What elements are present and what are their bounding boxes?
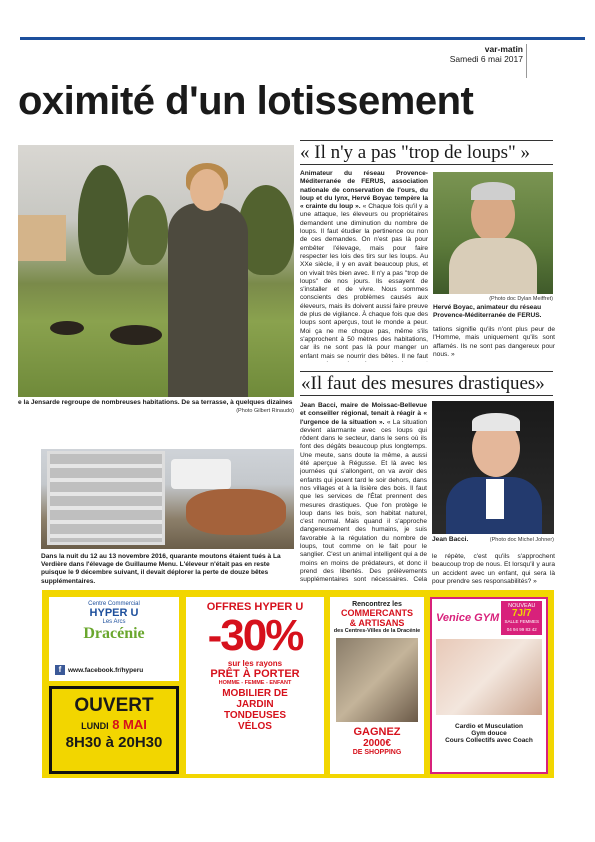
photo2-caption: Dans la nuit du 12 au 13 novembre 2016, quarante moutons étaient tués à La Verdière dans l'élevage de Guillaume Menu. L'éleveur n'était pas en reste puisque le 9 décembre suivant, il devait déplorer la perte de douze bêtes supplémentaires. — [41, 553, 281, 585]
gym-hours: 7J/7 — [512, 608, 532, 619]
page-headline: oximité d'un lotissement — [18, 79, 474, 123]
gym-photo — [436, 639, 542, 715]
hair-shape — [471, 182, 515, 200]
facebook-link[interactable] — [55, 665, 143, 675]
sheep-carcass — [110, 325, 162, 345]
commercants-line4: des Centres-Villes de la Dracénie — [333, 628, 421, 634]
hyperu-brand: HYPER U — [89, 607, 139, 619]
facebook-url: www.facebook.fr/hyperu — [68, 666, 144, 674]
category-tondeuses: TONDEUSES — [223, 710, 287, 721]
gym-brand: Venice GYM — [436, 612, 500, 624]
section2-lead: Jean Bacci, maire de Moissac-Bellevue et conseiller régional, tenait à réagir à « l'urgence de la situation ». — [300, 402, 427, 426]
section1-photo-credit: (Photo doc Dylan Meiffret) — [489, 296, 553, 302]
section2-photo-credit: (Photo doc Michel Johner) — [489, 537, 554, 543]
top-rule — [20, 37, 585, 40]
commercants-line2: COMMERCANTS — [341, 608, 413, 618]
tree-shape — [78, 165, 128, 275]
open-date: 8 MAI — [112, 717, 147, 732]
commercants-line1: Rencontrez les — [352, 601, 402, 608]
gym-line2: Gym douce — [471, 730, 507, 737]
photo1-caption: e la Jensarde regroupe de nombreuses habitations. De sa terrasse, à quelques dizaines — [18, 399, 293, 406]
opening-hours-ad[interactable] — [49, 686, 179, 774]
trailer-gate — [47, 451, 165, 545]
gagnez-label: GAGNEZ — [353, 726, 401, 738]
jean-bacci-photo — [432, 401, 554, 534]
hyperu-logo-ad[interactable] — [49, 597, 179, 681]
commercants-line3: & ARTISANS — [349, 618, 405, 628]
trailer-sheep-photo — [41, 449, 294, 549]
masthead — [450, 44, 523, 64]
gym-line1: Cardio et Musculation — [455, 723, 523, 730]
section2-rule-bottom — [300, 395, 553, 396]
section1-rule-bottom — [300, 164, 553, 165]
hair-shape — [472, 413, 520, 431]
tree-shape — [128, 195, 168, 265]
section2-title: «Il faut des mesures drastiques» — [301, 373, 545, 394]
woman-field-photo — [18, 145, 294, 397]
commercants-ad[interactable] — [330, 597, 424, 774]
dead-sheep-pile — [186, 489, 286, 535]
category-pret-a-porter-sub: HOMME - FEMME - ENFANT — [218, 680, 292, 686]
section2-text: « La situation devient alarmante avec ces loups qui rôdent dans le secteur, dans le sens où ils font des dégâts beaucoup plus longtemps. Une meute, sans doute la même, a aussi été aperçue à Régusse. Et là avec les journées qui s'allongent, on va avoir des enfants qui jouent tard le soir dehors, dans nos villages et à la lisière des bois. Il faut que les services de l'État prennent des mesures drastiques. Que l'on protège le loup dans les bois, son habitat naturel, c'est normal. Mais quand il s'approche dangereusement des humains, je suis favorable à la régulation du nombre de loups, tout comme on le fait pour le sanglier. C'est un animal intelligent qui a de moins en moins de prédateurs, et donc il prend des libertés. Des prélèvements supplémentaires sont nécessaires. Cela — [300, 418, 427, 584]
masthead-divider — [526, 44, 527, 78]
open-hours: 8H30 à 20H30 — [65, 734, 163, 751]
section2-body — [300, 402, 427, 584]
section1-title: « Il n'y a pas "trop de loups" » — [300, 142, 531, 163]
category-mobilier: MOBILIER DE JARDIN — [222, 688, 288, 710]
discount-percent: -30% — [207, 611, 303, 660]
hyperu-location: Les Arcs — [102, 619, 126, 625]
facebook-icon: f — [55, 665, 65, 675]
shirt-shape — [486, 479, 504, 519]
section2-rule — [300, 371, 553, 372]
shopping-label: DE SHOPPING — [352, 749, 402, 756]
sheep-carcass — [50, 321, 84, 335]
house-shape — [18, 215, 66, 261]
shirt-shape — [449, 238, 537, 294]
woman-figure — [168, 203, 248, 397]
herve-boyac-photo — [433, 172, 553, 294]
category-pret-a-porter: PRÊT À PORTER — [210, 668, 300, 680]
discount-on-label: sur les rayons — [227, 659, 283, 668]
gym-phone: 04 94 99 83 42 — [506, 627, 537, 632]
open-label: OUVERT — [74, 695, 154, 716]
issue-date: Samedi 6 mai 2017 — [449, 54, 523, 64]
hyperu-centre-label: Centre Commercial — [88, 601, 140, 607]
offres-title: OFFRES HYPER U — [206, 601, 304, 613]
section1-lead: Animateur du réseau Provence-Méditerranée de FERUS, association nationale de conservation de l'ours, du loup et du lynx, Hervé Boyac tempère la « crainte du loup ». — [300, 170, 428, 211]
publication-name: var-matin — [484, 44, 523, 54]
artisans-photo-collage — [336, 638, 418, 722]
section1-body-continued: tations signifie qu'ils n'ont plus peur de l'Homme, mais uniquement qu'ils sont affamés. Ils ne sont pas dangereux pour nous. » — [433, 326, 555, 358]
dracenie-logo: Dracénie — [83, 625, 145, 642]
gym-new-label: NOUVEAU — [508, 603, 536, 609]
gym-line3: Cours Collectifs avec Coach — [445, 737, 533, 744]
section1-body — [300, 170, 428, 362]
gagnez-amount: 2000€ — [363, 738, 391, 749]
section1-photo-caption: Hervé Boyac, animateur du réseau Provence-Méditerranée de FERUS. — [433, 304, 542, 320]
photo1-credit: (Photo Gilbert Rinaudo) — [236, 408, 294, 414]
section1-rule — [300, 140, 553, 141]
section2-body-continued: le répète, c'est qu'ils s'approchent beaucoup trop de nous. Et lorsqu'il y aura un accident avec un enfant, qui sera là pour prendre ses responsabilités? » — [432, 553, 555, 585]
woman-face — [190, 169, 224, 211]
open-day: LUNDI — [81, 721, 109, 731]
section1-text: « Chaque fois qu'il y a une attaque, les éleveurs ou propriétaires demandent une diminution du nombre de loups. Il faut étudier la pertinence ou non de ces demandes. On n'est pas là pour embêter l'élevage, mais pour faire respecter les lois des tirs sur les loups. Au XXe siècle, il y en avait beaucoup plus, et on vivait très bien avec. Il n'y a pas "trop de loups" de nos jours. Ils essayent de s'installer et de vivre. Nous sommes conscients des problèmes causés aux éleveurs, mais ils doivent aussi faire preuve de plus de vigilance. À chaque fois que des loups sont aperçus, tout le monde a peur. Moi ça ne me choque pas, même s'ils s'approchent à 50 mètres des habitations, car ils ne sont pas là pour manger un enfant mais se nourrir des bêtes. Il ne faut — [300, 203, 428, 360]
vehicle-shape — [171, 459, 231, 489]
offres-hyperu-ad[interactable] — [186, 597, 324, 774]
venice-gym-ad[interactable] — [430, 597, 548, 774]
category-velos: VÉLOS — [238, 721, 272, 732]
gym-zone: SALLE FEMMES — [504, 619, 539, 624]
section2-photo-caption: Jean Bacci. — [432, 536, 469, 543]
